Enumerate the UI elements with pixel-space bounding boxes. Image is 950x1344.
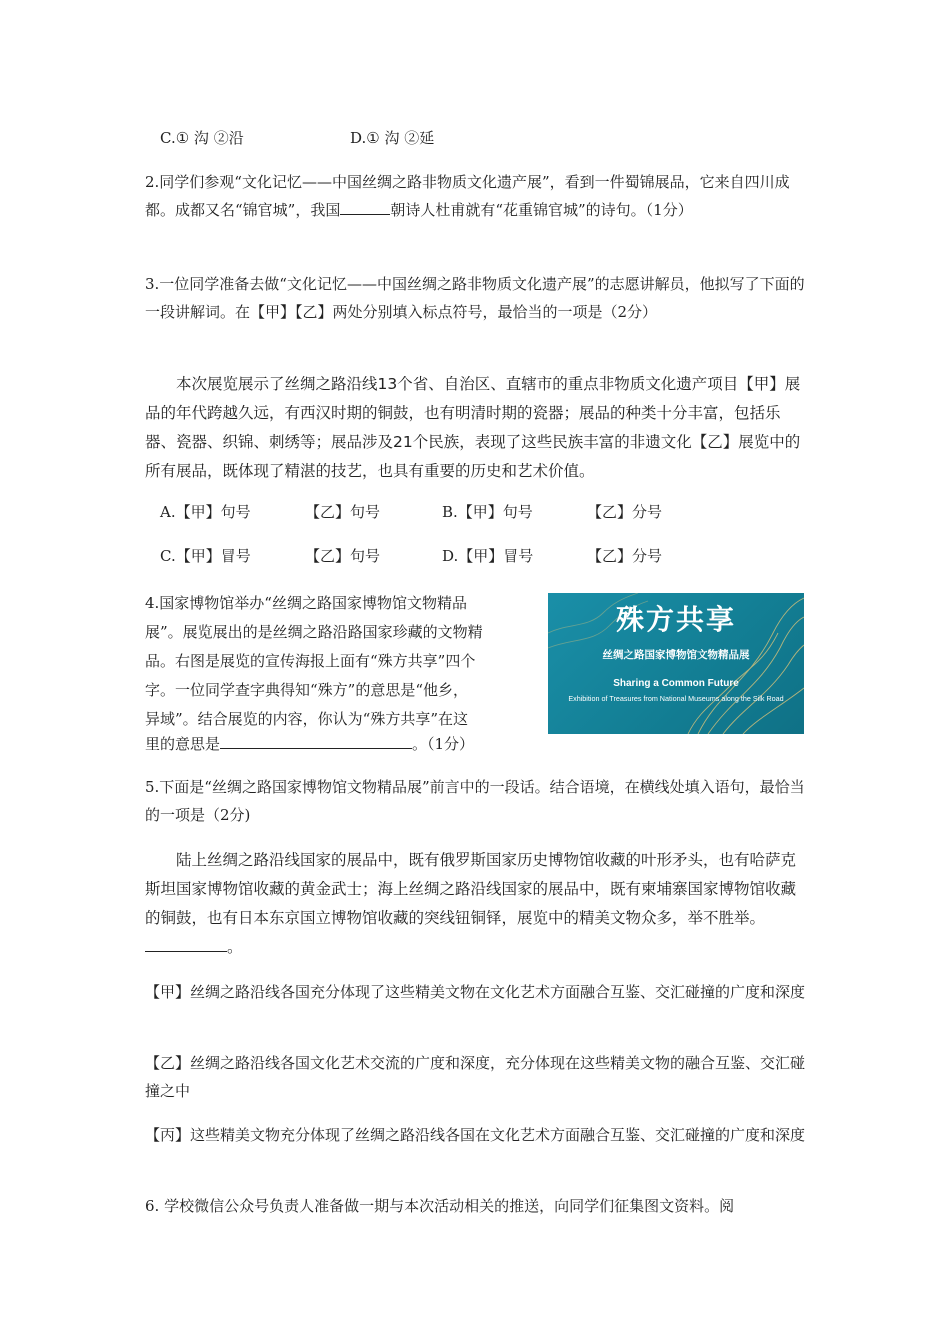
q3-option-d-yi: 【乙】分号 bbox=[587, 547, 663, 565]
poster-title: 殊方共享 bbox=[615, 603, 736, 636]
question-5-answer-blank[interactable] bbox=[145, 933, 227, 952]
q3-option-b-yi: 【乙】分号 bbox=[587, 503, 663, 521]
q1-option-c: C.① 沟 ②沿 bbox=[160, 129, 244, 147]
poster-english-subtitle: Exhibition of Treasures from National Museums along the Silk Road bbox=[568, 694, 784, 703]
question-6-stem: 6. 学校微信公众号负责人准备做一期与本次活动相关的推送，向同学们征集图文资料。阅 bbox=[145, 1197, 735, 1215]
q3-option-d-jia: D.【甲】冒号 bbox=[442, 547, 534, 565]
question-5-stem: 5.下面是“丝绸之路国家博物馆文物精品展”前言中的一段话。结合语境，在横线处填入语句，最恰当的一项是（2分) bbox=[145, 778, 805, 824]
poster-subtitle: 丝绸之路国家博物馆文物精品展 bbox=[602, 649, 750, 661]
question-2 bbox=[145, 168, 810, 224]
question-5-passage bbox=[145, 846, 810, 962]
q3-option-c-jia: C.【甲】冒号 bbox=[160, 547, 251, 565]
question-3-stem: 3.一位同学准备去做“文化记忆——中国丝绸之路非物质文化遗产展”的志愿讲解员，他拟写了下面的一段讲解词。在【甲】【乙】两处分别填入标点符号，最恰当的一项是（2分） bbox=[145, 275, 805, 321]
q3-option-c-yi: 【乙】句号 bbox=[305, 547, 381, 565]
exhibition-poster bbox=[548, 593, 804, 734]
poster-english-title: Sharing a Common Future bbox=[613, 678, 739, 689]
question-4-answer-prefix: 里的意思是 bbox=[145, 735, 221, 753]
q1-option-d: D.① 沟 ②延 bbox=[350, 129, 435, 147]
q5-option-jia: 【甲】丝绸之路沿线各国充分体现了这些精美文物在文化艺术方面融合互鉴、交汇碰撞的广度和深度 bbox=[145, 983, 806, 1001]
question-5-passage-text: 陆上丝绸之路沿线国家的展品中，既有俄罗斯国家历史博物馆收藏的叶形矛头，也有哈萨克斯坦国家博物馆收藏的黄金武士；海上丝绸之路沿线国家的展品中，既有柬埔寨国家博物馆收藏的铜鼓，也有日本东京国立博物馆收藏的突线钮铜铎，展览中的精美文物众多，举不胜举。 bbox=[145, 851, 797, 927]
question-2-text-end: 朝诗人杜甫就有“花重锦官城”的诗句。（1分） bbox=[390, 201, 693, 219]
q3-option-b-jia: B.【甲】句号 bbox=[442, 503, 533, 521]
question-4-line-3: 品。右图是展览的宣传海报上面有“殊方共享”四个 bbox=[145, 652, 476, 670]
q5-option-yi: 【乙】丝绸之路沿线各国文化艺术交流的广度和深度，充分体现在这些精美文物的融合互鉴、交汇碰撞之中 bbox=[145, 1054, 806, 1100]
question-4-line-4: 字。一位同学查字典得知“殊方”的意思是“他乡， bbox=[145, 681, 469, 699]
question-2-text-start: 2.同学们参观“文化记忆——中国丝绸之路非物质文化遗产展”，看到一件蜀锦展品，它来自四川成都。成都又名“锦官城”，我国 bbox=[145, 173, 790, 219]
question-4-line-6 bbox=[145, 730, 474, 758]
question-4-line-5: 异域”。结合展览的内容，你认为“殊方共享”在这 bbox=[145, 710, 469, 728]
question-4-line-1: 4.国家博物馆举办“丝绸之路国家博物馆文物精品 bbox=[145, 594, 467, 612]
q5-option-bing: 【丙】这些精美文物充分体现了丝绸之路沿线各国在文化艺术方面融合互鉴、交汇碰撞的广度和深度 bbox=[145, 1126, 806, 1144]
question-4-answer-suffix: 。（1分） bbox=[412, 735, 475, 753]
q3-option-a-yi: 【乙】句号 bbox=[305, 503, 381, 521]
question-4-answer-blank[interactable] bbox=[220, 730, 412, 749]
question-4-line-2: 展”。展览展出的是丝绸之路沿路国家珍藏的文物精 bbox=[145, 623, 483, 641]
question-2-answer-blank[interactable] bbox=[340, 196, 390, 215]
q3-option-a-jia: A.【甲】句号 bbox=[160, 503, 251, 521]
question-5-passage-end: 。 bbox=[227, 938, 243, 956]
question-3-passage: 本次展览展示了丝绸之路沿线13个省、自治区、直辖市的重点非物质文化遗产项目【甲】展品的年代跨越久远，有西汉时期的铜鼓，也有明清时期的瓷器；展品的种类十分丰富，包括乐器、瓷器、织锦、刺绣等；展品涉及21个民族，表现了这些民族丰富的非遗文化【乙】展览中的所有展品，既体现了精湛的技艺，也具有重要的历史和艺术价值。 bbox=[145, 375, 801, 480]
